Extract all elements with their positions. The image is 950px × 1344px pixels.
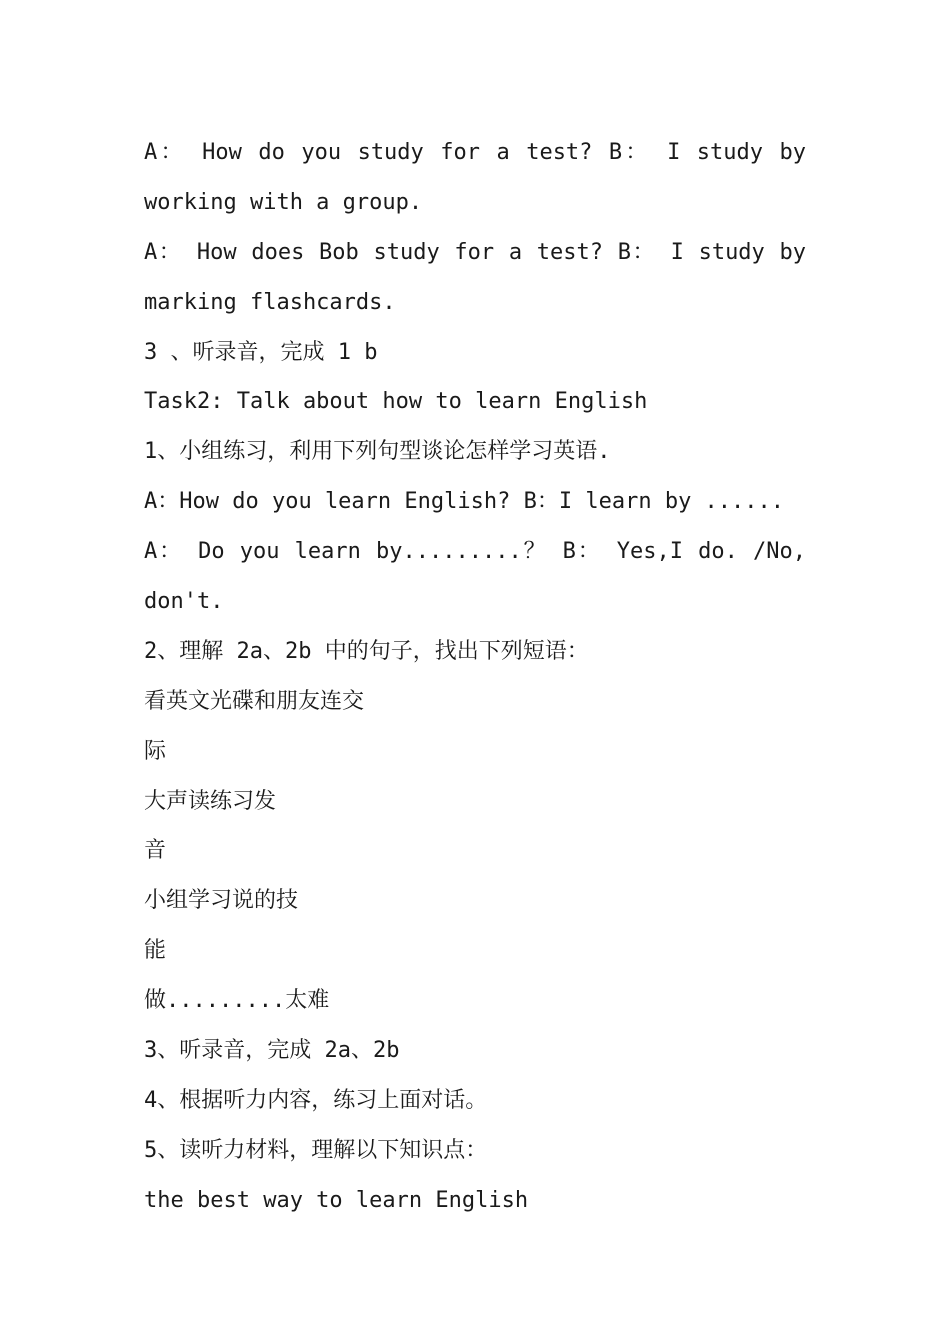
knowledge-point-1: the best way to learn English bbox=[144, 1187, 529, 1213]
phrase-item-4: 做.........太难 bbox=[144, 988, 330, 1014]
phrase-item-3a: 小组学习说的技 bbox=[144, 888, 299, 914]
sentence-pattern-2b: don't. bbox=[144, 589, 224, 615]
task2-step-2: 2、理解 2a、2b 中的句子，找出下列短语： bbox=[144, 638, 589, 664]
task2-step-5: 5、读听力材料，理解以下知识点： bbox=[144, 1137, 488, 1163]
sentence-pattern-1: A：How do you learn English? B：I learn by ...... bbox=[144, 489, 785, 515]
phrase-item-2a: 大声读练习发 bbox=[144, 788, 277, 814]
phrase-item-1b: 际 bbox=[144, 738, 167, 764]
sentence-pattern-2a: A： Do you learn by.........？ B： Yes,I do. /No, bbox=[144, 539, 806, 565]
task2-step-3: 3、听录音，完成 2a、2b bbox=[144, 1038, 400, 1064]
dialogue-line-2b: marking flashcards. bbox=[144, 289, 396, 315]
dialogue-line-1a: A： How do you study for a test? B： I study by bbox=[144, 140, 806, 165]
document-body bbox=[144, 128, 806, 1226]
dialogue-line-2a: A： How does Bob study for a test? B： I study by bbox=[144, 239, 806, 265]
phrase-item-2b: 音 bbox=[144, 838, 167, 864]
task1-step-3: 3 、听录音，完成 1 b bbox=[144, 339, 378, 365]
phrase-item-3b: 能 bbox=[144, 938, 167, 964]
phrase-item-1a: 看英文光碟和朋友连交 bbox=[144, 688, 365, 714]
task2-step-1: 1、小组练习，利用下列句型谈论怎样学习英语. bbox=[144, 439, 611, 465]
dialogue-line-1b: working with a group. bbox=[144, 189, 423, 215]
task2-heading: Task2: Talk about how to learn English bbox=[144, 389, 648, 415]
task2-step-4: 4、根据听力内容，练习上面对话。 bbox=[144, 1087, 488, 1113]
